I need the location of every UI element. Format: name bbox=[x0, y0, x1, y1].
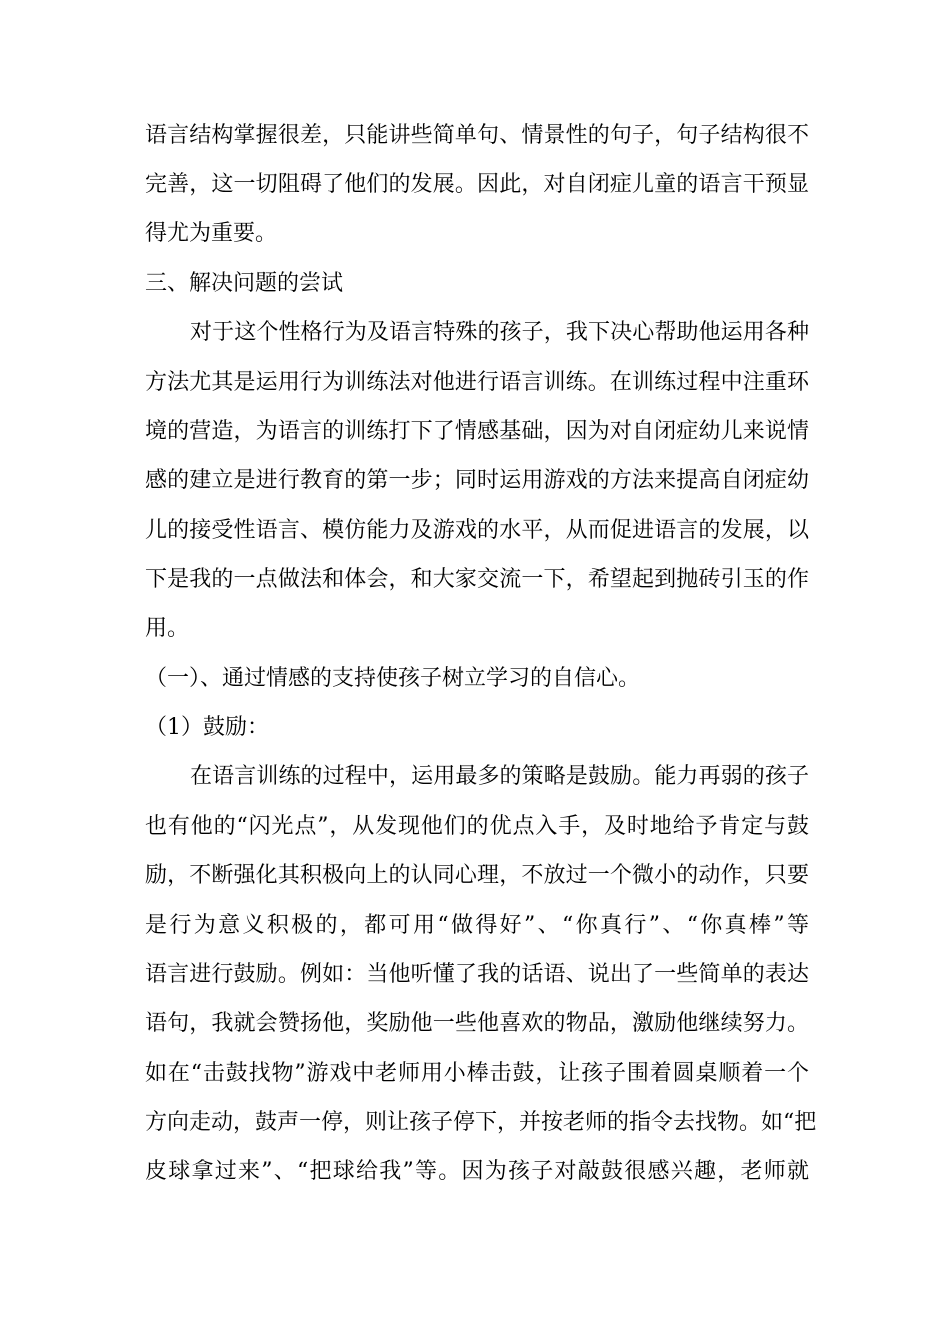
paragraph-line: 感的建立是进行教育的第一步；同时运用游戏的方法来提高自闭症幼 bbox=[145, 468, 809, 493]
paragraph-line: 语言结构掌握很差，只能讲些简单句、情景性的句子，句子结构很不 bbox=[145, 123, 809, 148]
paragraph-line: 完善，这一切阻碍了他们的发展。因此，对自闭症儿童的语言干预显 bbox=[145, 172, 809, 197]
paragraph-line: 下是我的一点做法和体会，和大家交流一下，希望起到抛砖引玉的作 bbox=[145, 567, 809, 592]
subsection-heading: （一）、通过情感的支持使孩子树立学习的自信心。 bbox=[145, 666, 641, 691]
section-heading: 三、解决问题的尝试 bbox=[145, 271, 344, 296]
paragraph-line: 方法尤其是运用行为训练法对他进行语言训练。在训练过程中注重环 bbox=[145, 370, 809, 395]
paragraph-line: 也有他的“闪光点”，从发现他们的优点入手，及时地给予肯定与鼓 bbox=[145, 814, 809, 839]
paragraph-line: 对于这个性格行为及语言特殊的孩子，我下决心帮助他运用各种 bbox=[190, 320, 809, 345]
paragraph-line: 得尤为重要。 bbox=[145, 221, 278, 246]
paragraph-line: 是行为意义积极的，都可用“做得好”、“你真行”、“你真棒”等 bbox=[145, 913, 809, 938]
paragraph-line: 语句，我就会赞扬他，奖励他一些他喜欢的物品，激励他继续努力。 bbox=[145, 1011, 809, 1036]
paragraph-line: 在语言训练的过程中，运用最多的策略是鼓励。能力再弱的孩子 bbox=[190, 764, 809, 789]
paragraph-line: 皮球拿过来”、“把球给我”等。因为孩子对敲鼓很感兴趣，老师就 bbox=[145, 1159, 809, 1184]
paragraph-line: 如在“击鼓找物”游戏中老师用小棒击鼓，让孩子围着圆桌顺着一个 bbox=[145, 1061, 809, 1086]
paragraph-line: 儿的接受性语言、模仿能力及游戏的水平，从而促进语言的发展，以 bbox=[145, 518, 809, 543]
paragraph-line: 语言进行鼓励。例如：当他听懂了我的话语、说出了一些简单的表达 bbox=[145, 962, 809, 987]
item-heading: （1）鼓励： bbox=[145, 715, 269, 740]
paragraph-line: 用。 bbox=[145, 616, 190, 641]
paragraph-line: 境的营造，为语言的训练打下了情感基础，因为对自闭症幼儿来说情 bbox=[145, 419, 809, 444]
paragraph-line: 励，不断强化其积极向上的认同心理，不放过一个微小的动作，只要 bbox=[145, 863, 809, 888]
paragraph-line: 方向走动，鼓声一停，则让孩子停下，并按老师的指令去找物。如“把 bbox=[145, 1110, 817, 1135]
